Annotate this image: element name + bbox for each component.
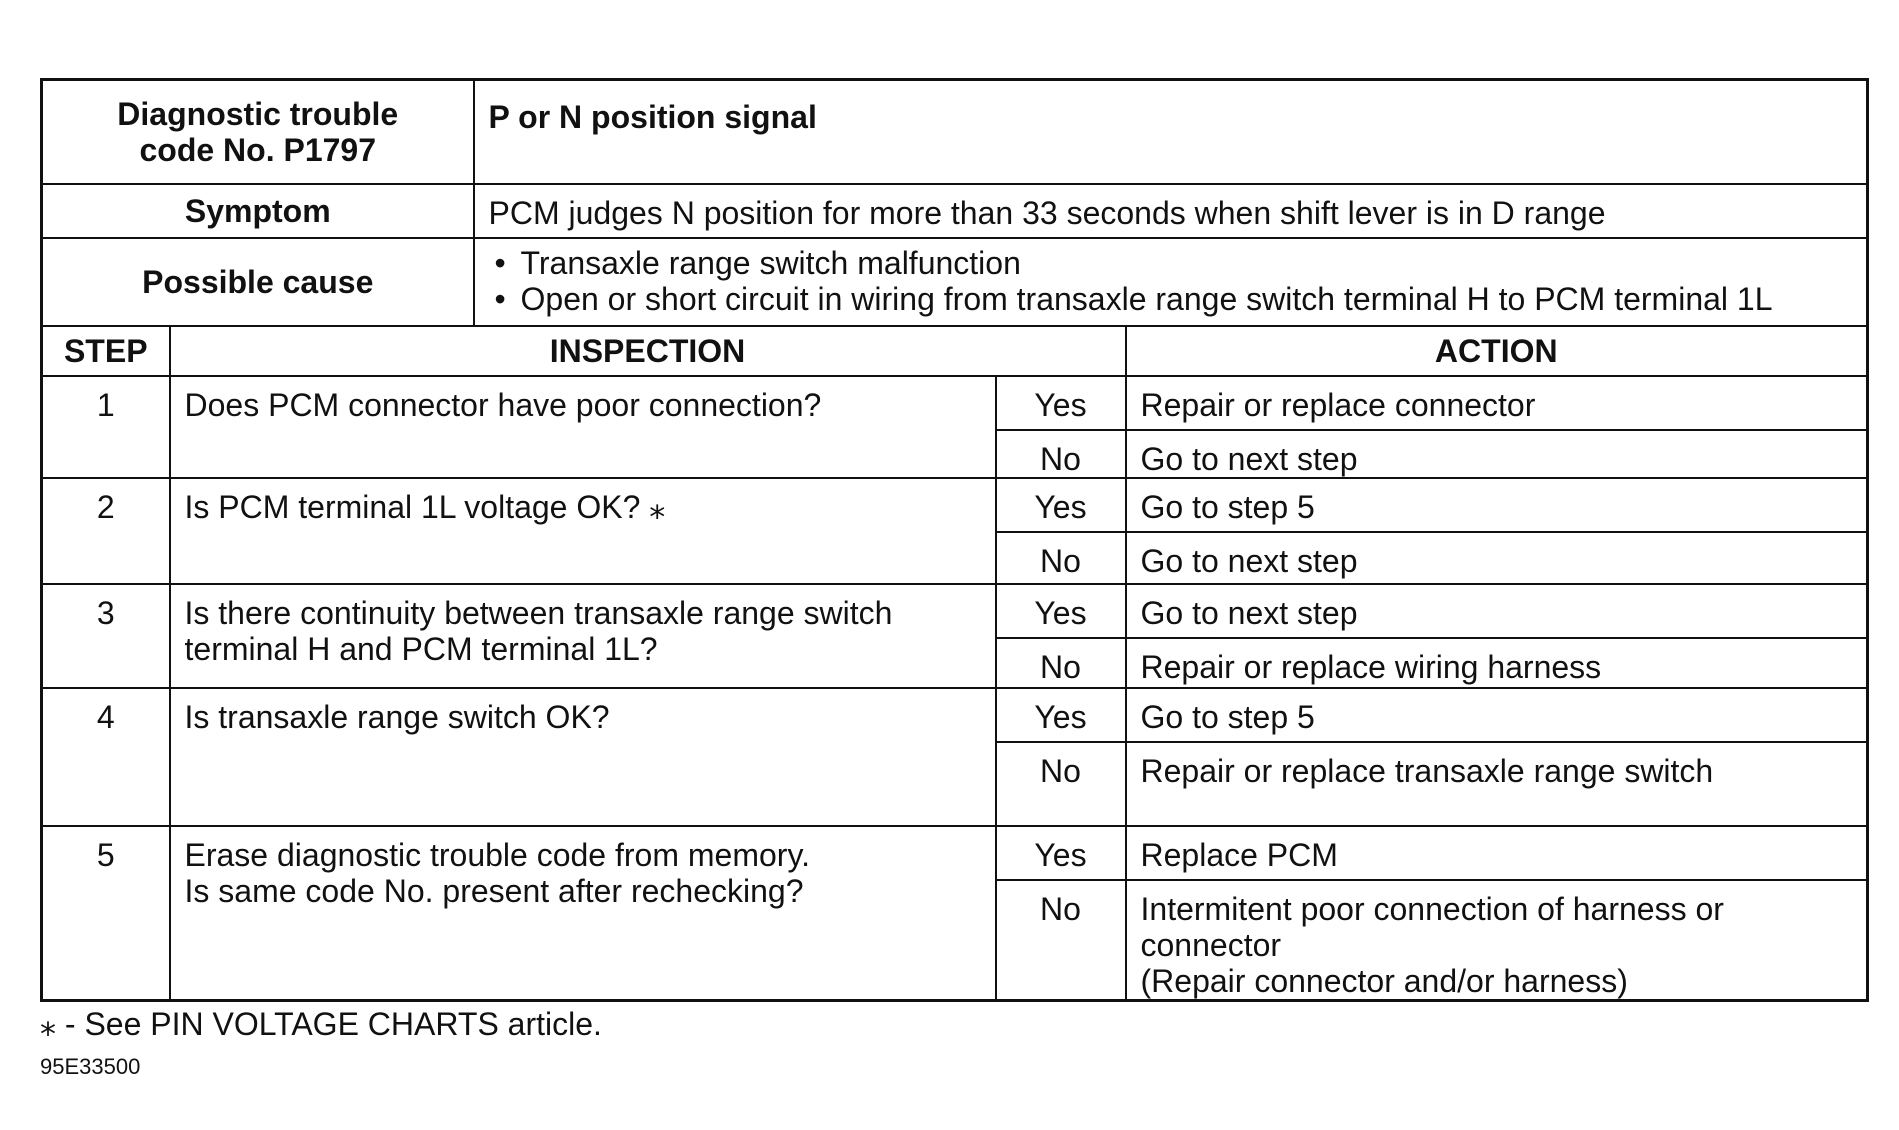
inspection-question — [170, 688, 996, 826]
cause-item: • Open or short circuit in wiring from transaxle range switch terminal H to PCM terminal 1L — [489, 281, 1853, 317]
dtc-label-line2: code No. P1797 — [139, 131, 377, 168]
dtc-label — [42, 80, 474, 184]
step-column-header: STEP — [42, 326, 170, 376]
no-label: No — [996, 880, 1126, 1001]
question-line: Is transaxle range switch OK? — [184, 698, 610, 735]
cause-list — [475, 239, 1867, 323]
action-column-header: ACTION — [1126, 326, 1868, 376]
no-action — [1126, 638, 1868, 688]
no-action — [1126, 880, 1868, 1001]
dtc-row — [42, 80, 1868, 184]
action-line: Go to next step — [1140, 594, 1358, 631]
yes-label: Yes — [996, 688, 1126, 742]
inspection-question — [170, 826, 996, 1001]
step-rows — [42, 376, 1868, 1001]
yes-action — [1126, 478, 1868, 532]
question-line: Is same code No. present after rechecking? — [184, 872, 804, 909]
inspection-question — [170, 478, 996, 584]
no-action — [1126, 742, 1868, 826]
step-number: 1 — [42, 376, 170, 478]
action-line: Go to next step — [1140, 542, 1358, 579]
no-action — [1126, 532, 1868, 584]
action-line: Go to next step — [1140, 440, 1358, 477]
yes-action — [1126, 688, 1868, 742]
action-line: Go to step 5 — [1140, 698, 1315, 735]
inspection-question — [170, 584, 996, 688]
symptom-value: PCM judges N position for more than 33 seconds when shift lever is in D range — [474, 184, 1868, 238]
step-row — [42, 826, 1868, 880]
action-line: Go to step 5 — [1140, 488, 1315, 525]
yes-action — [1126, 826, 1868, 880]
question-line: Is PCM terminal 1L voltage OK? ⁎ — [184, 488, 666, 525]
yes-label: Yes — [996, 826, 1126, 880]
question-line: terminal H and PCM terminal 1L? — [184, 630, 658, 667]
yes-action — [1126, 376, 1868, 430]
dtc-label-line1: Diagnostic trouble — [117, 95, 399, 132]
step-number: 3 — [42, 584, 170, 688]
action-line: Intermitent poor connection of harness or connector — [1140, 890, 1724, 963]
no-label: No — [996, 638, 1126, 688]
step-number: 2 — [42, 478, 170, 584]
action-line: Replace PCM — [1140, 836, 1338, 873]
action-line: Repair or replace transaxle range switch — [1140, 752, 1714, 789]
cause-cell — [474, 238, 1868, 326]
symptom-row — [42, 184, 1868, 238]
action-line: Repair or replace connector — [1140, 386, 1536, 423]
diagnostic-document — [40, 78, 1866, 1080]
figure-code: 95E33500 — [40, 1053, 141, 1079]
no-label: No — [996, 430, 1126, 478]
question-line: Is there continuity between transaxle range switch — [184, 594, 893, 631]
cause-label: Possible cause — [42, 238, 474, 326]
yes-label: Yes — [996, 478, 1126, 532]
action-line: Repair or replace wiring harness — [1140, 648, 1602, 685]
step-number: 4 — [42, 688, 170, 826]
dtc-value: P or N position signal — [474, 80, 1868, 184]
question-line: Does PCM connector have poor connection? — [184, 386, 822, 423]
yes-label: Yes — [996, 584, 1126, 638]
action-line: (Repair connector and/or harness) — [1140, 962, 1628, 999]
no-label: No — [996, 742, 1126, 826]
inspection-question — [170, 376, 996, 478]
footnote: ⁎ - See PIN VOLTAGE CHARTS article. — [40, 1005, 602, 1042]
step-row — [42, 478, 1868, 532]
step-row — [42, 688, 1868, 742]
symptom-label: Symptom — [42, 184, 474, 238]
step-row — [42, 376, 1868, 430]
yes-action — [1126, 584, 1868, 638]
inspection-column-header: INSPECTION — [170, 326, 1126, 376]
diagnostic-table — [40, 78, 1869, 1002]
step-number: 5 — [42, 826, 170, 1001]
no-label: No — [996, 532, 1126, 584]
step-row — [42, 584, 1868, 638]
cause-item: • Transaxle range switch malfunction — [489, 245, 1853, 281]
yes-label: Yes — [996, 376, 1126, 430]
question-line: Erase diagnostic trouble code from memory. — [184, 836, 810, 873]
cause-row — [42, 238, 1868, 326]
column-header-row — [42, 326, 1868, 376]
no-action — [1126, 430, 1868, 478]
